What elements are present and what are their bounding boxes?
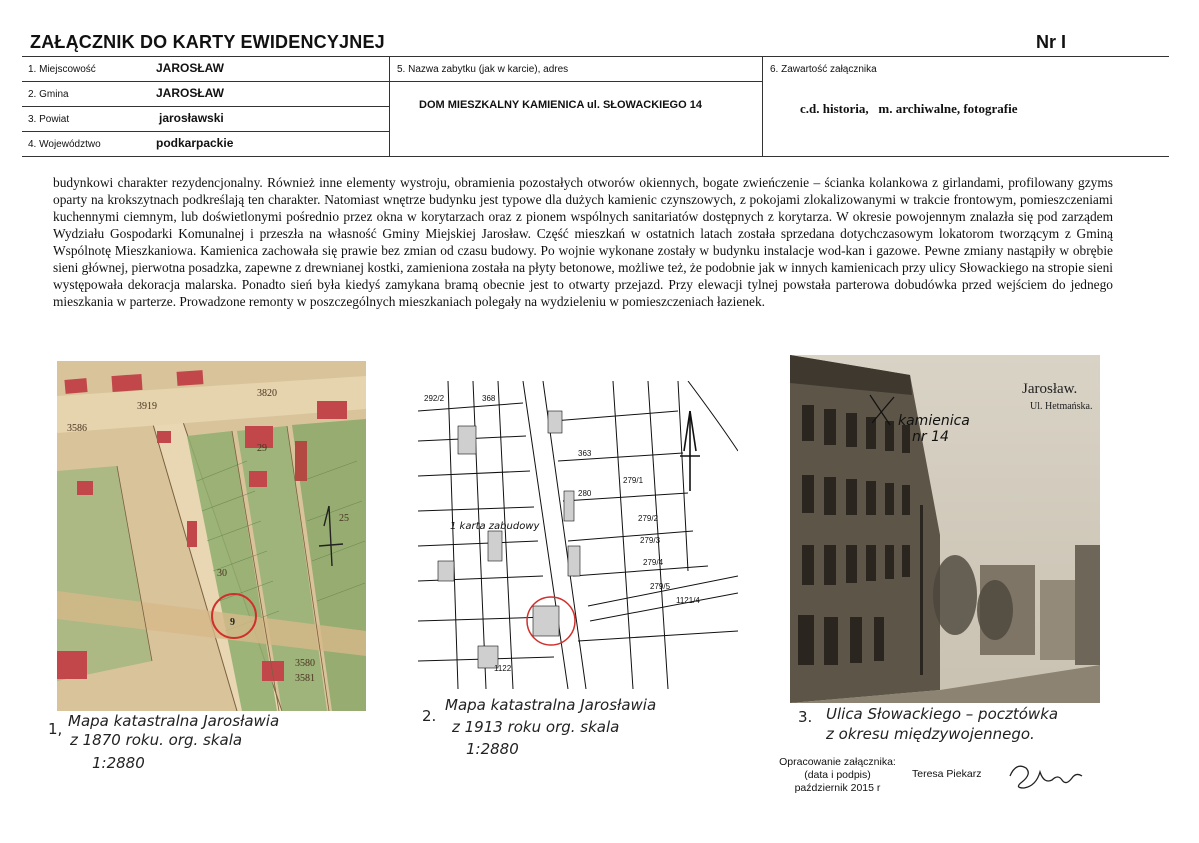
figure-1-caption-line2: z 1870 roku. org. skala	[70, 731, 243, 749]
map-label: 3580	[295, 658, 315, 669]
map-label: 3581	[295, 673, 315, 684]
field-label: 2. Gmina	[28, 89, 69, 100]
map-label: 29	[257, 443, 267, 454]
field-value: JAROSŁAW	[156, 61, 225, 75]
postcard-title: Jarosław.	[1022, 381, 1078, 397]
field-label: 1. Miejscowość	[28, 64, 96, 75]
map-label: 279/2	[638, 514, 659, 523]
map-label: 1121/4	[676, 596, 700, 605]
location-fields	[22, 57, 390, 156]
form-row-wojewodztwo	[22, 132, 389, 156]
map-label: 292/2	[424, 394, 445, 403]
map-label: 3919	[137, 401, 157, 412]
field-value: podkarpackie	[156, 136, 234, 150]
figure-2-caption-line1: Mapa katastralna Jarosławia	[445, 696, 657, 714]
form-table	[22, 57, 1169, 157]
annotation-number: nr 14	[912, 429, 949, 445]
map-label: 279/3	[640, 536, 661, 545]
figure-2-caption-line2: z 1913 roku org. skala	[452, 718, 620, 736]
monument-field	[389, 57, 763, 156]
attachment-title: ZAŁĄCZNIK DO KARTY EWIDENCYJNEJ	[30, 32, 385, 52]
figure-1-caption-line1: Mapa katastralna Jarosławia	[68, 712, 280, 730]
map-label: 25	[339, 513, 349, 524]
map-label: 3820	[257, 388, 277, 399]
cadastral-map-1870	[57, 361, 366, 711]
history-paragraph: budynkowi charakter rezydencjonalny. Również inne elementy wystroju, obramienia pozostałych otworów okiennych, bogate zwieńczenie – ścianka kolankowa z girlandami, profilowany gzyms oparty na krokszytnach podkreślają ten charakter. Natomiast wnętrze budynku jest typowe dla dużych kamienic czynszowych, z pokojami zlokalizowanymi w trakcie frontowym, pomieszczeniami kuchennymi ciemnym, lub doświetlonymi pośrednio przez okna w korytarzach oraz z pionem wspólnych sanitariatów dostępnych z korytarza. W okresie powojennym znalazła się pod zarządem Wydziału Gospodarki Komunalnej i przeszła na własność Gminy Miejskiej Jarosław. Część mieszkań w ostatnich latach została sprzedana dotychczasowym lokatorom tworzącym z Gminą Wspólnotę Mieszkaniowa. Kamienica zachowała się prawie bez zmian od czasu budowy. Po wojnie wykonane zostały w budynku instalacje wod-kan i gazowe. Pewne zmiany nastąpiły w obrębie sieni głównej, pierwotna posadzka, zapewne z drewnianej kostki, zamieniona została na płyty betonowe, możliwe też, że podobnie jak w innych kamienicach przy ulicy Słowackiego na stropie sieni występowała dekoracja malarska. Ponadto sień była kiedyś zamykana bramą obecnie jest to otwarty przejazd. Przy elewacji tylnej powstała parterowa dobudówka przed wejściem do jednego mieszkania w parterze. Prowadzone remonty w poszczególnych mieszkaniach polegały na wydzieleniu w pomieszczeniach łazienek.	[53, 175, 1113, 309]
figure-3-number: 3.	[798, 708, 813, 726]
monument-label: 5. Nazwa zabytku (jak w karcie), adres	[397, 64, 569, 75]
annotation-kamienica: kamienica	[898, 413, 970, 429]
field-value: jarosławski	[159, 111, 224, 125]
map-label: 363	[578, 449, 592, 458]
form-row-gmina	[22, 82, 389, 107]
map-label: 9	[230, 617, 235, 628]
map-label: 279/4	[643, 558, 664, 567]
cadastral-map-1913	[418, 381, 738, 689]
map-label: 368	[482, 394, 496, 403]
field-label: 4. Województwo	[28, 139, 101, 150]
map-label: 1122	[494, 664, 512, 673]
figure-1-number: 1,	[48, 720, 63, 738]
map-label: 280	[578, 489, 592, 498]
signature-icon	[1006, 758, 1086, 794]
field-value: JAROSŁAW	[156, 86, 225, 100]
postcard-photo	[790, 355, 1100, 703]
contents-value: c.d. historia, m. archiwalne, fotografie	[800, 101, 1018, 116]
attachment-number: Nr I	[1036, 32, 1067, 52]
prepared-label: Opracowanie załącznika:	[779, 756, 896, 768]
prepared-by-block	[770, 756, 905, 795]
map-label: 279/5	[650, 582, 671, 591]
figure-1-caption-line3: 1:2880	[92, 754, 145, 772]
prepared-date-sign-label: (data i podpis)	[804, 769, 871, 781]
contents-label: 6. Zawartość załącznika	[770, 64, 877, 75]
cadastral-map-1870-image	[57, 361, 366, 711]
form-row-powiat	[22, 107, 389, 132]
map-label: 279/1	[623, 476, 644, 485]
contents-field	[762, 57, 1169, 156]
postcard-photo-image	[790, 355, 1100, 703]
figure-2-caption-line3: 1:2880	[466, 740, 519, 758]
monument-divider	[389, 81, 762, 82]
postcard-subtitle: Ul. Hetmańska.	[1030, 401, 1093, 412]
author-name: Teresa Piekarz	[912, 768, 982, 780]
figure-3-caption-line1: Ulica Słowackiego – pocztówka	[826, 705, 1059, 723]
map-label: 30	[217, 568, 227, 579]
cadastral-map-1913-image	[418, 381, 738, 689]
figure-2-number: 2.	[422, 707, 437, 725]
prepared-date: październik 2015 r	[794, 782, 881, 794]
monument-value: DOM MIESZKALNY KAMIENICA ul. SŁOWACKIEGO 14	[419, 99, 702, 111]
form-row-miejscowosc	[22, 57, 389, 82]
figure-3-caption-line2: z okresu międzywojennego.	[826, 725, 1035, 743]
field-label: 3. Powiat	[28, 114, 70, 125]
map-label: 3586	[67, 423, 87, 434]
map-annotation: 1 karta zabudowy	[450, 521, 540, 532]
